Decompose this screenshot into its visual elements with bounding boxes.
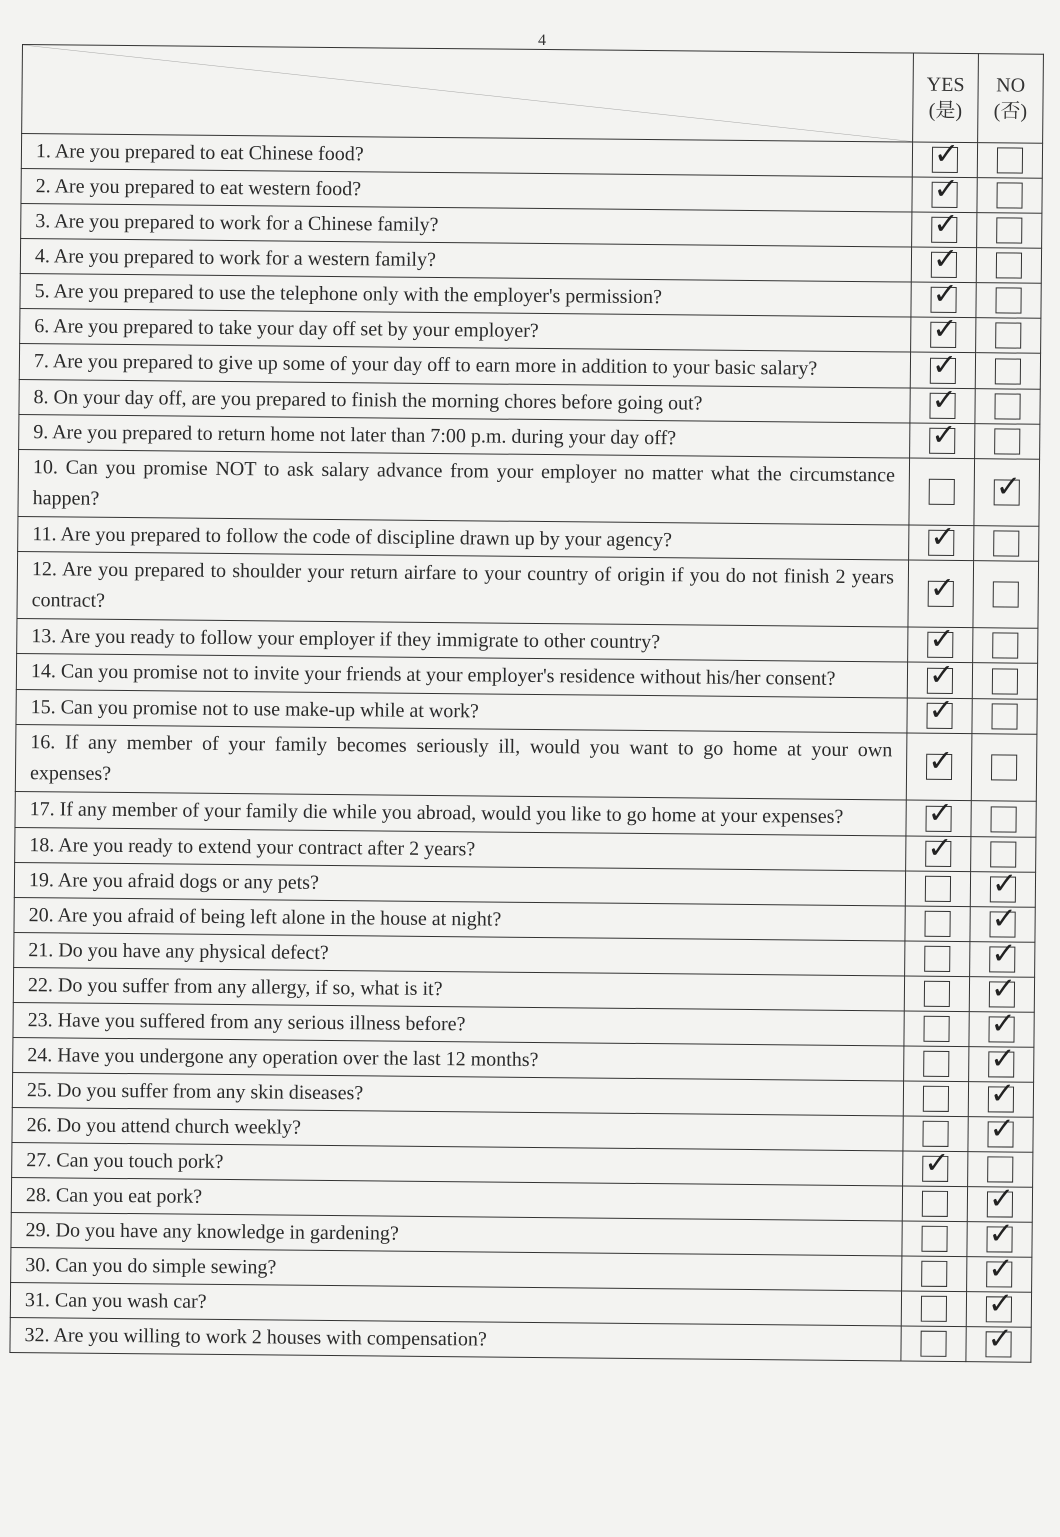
- no-checkbox[interactable]: [987, 1121, 1013, 1147]
- yes-checkbox[interactable]: [929, 479, 955, 505]
- yes-checkbox[interactable]: [924, 981, 950, 1007]
- no-checkbox[interactable]: [987, 1191, 1013, 1217]
- question-text: 14. Can you promise not to invite your friends at your employer's residence without his/her consent?: [16, 653, 907, 698]
- yes-answer-cell: [908, 560, 974, 628]
- question-text: 10. Can you promise NOT to ask salary advance from your employer no matter what the circumstance happen?: [18, 449, 910, 525]
- no-checkbox[interactable]: [990, 806, 1016, 832]
- question-text: 23. Have you suffered from any serious illness before?: [13, 1002, 904, 1046]
- no-answer-cell: [977, 213, 1042, 249]
- question-text: 3. Are you prepared to work for a Chinese family?: [21, 203, 912, 247]
- no-checkbox[interactable]: [994, 428, 1020, 454]
- no-checkbox[interactable]: [996, 217, 1022, 243]
- yes-checkbox[interactable]: [929, 393, 955, 419]
- no-answer-cell: [973, 628, 1038, 664]
- yes-answer-cell: [904, 1011, 969, 1047]
- yes-checkbox[interactable]: [931, 182, 957, 208]
- no-checkbox[interactable]: [995, 322, 1021, 348]
- question-text: 31. Can you wash car?: [10, 1282, 901, 1326]
- yes-checkbox[interactable]: [923, 1016, 949, 1042]
- no-answer-cell: [975, 424, 1040, 460]
- no-checkbox[interactable]: [997, 147, 1023, 173]
- question-text: 21. Do you have any physical defect?: [14, 932, 905, 976]
- no-answer-cell: [973, 561, 1039, 629]
- header-row: [22, 45, 1044, 144]
- question-text: 16. If any member of your family becomes seriously ill, would you want to go home at your own expenses?: [15, 724, 907, 800]
- no-checkbox[interactable]: [989, 911, 1015, 937]
- no-checkbox[interactable]: [993, 530, 1019, 556]
- yes-checkbox[interactable]: [931, 217, 957, 243]
- yes-answer-cell: [904, 976, 969, 1012]
- question-text: 6. Are you prepared to take your day off set by your employer?: [20, 308, 911, 352]
- question-text: 13. Are you ready to follow your employer if they immigrate to other country?: [17, 618, 908, 662]
- yes-checkbox[interactable]: [932, 147, 958, 173]
- question-text: 28. Can you eat pork?: [11, 1177, 902, 1221]
- question-text: 20. Are you afraid of being left alone in the house at night?: [14, 897, 905, 941]
- question-text: 5. Are you prepared to use the telephone only with the employer's permission?: [20, 273, 911, 317]
- yes-checkbox[interactable]: [923, 1051, 949, 1077]
- question-text: 30. Can you do simple sewing?: [11, 1247, 902, 1291]
- no-checkbox[interactable]: [987, 1156, 1013, 1182]
- question-text: 8. On your day off, are you prepared to finish the morning chores before going out?: [19, 379, 910, 423]
- yes-header-label: YES: [926, 73, 965, 97]
- yes-answer-cell: [903, 1081, 968, 1117]
- yes-checkbox[interactable]: [929, 428, 955, 454]
- question-rows: [10, 134, 1043, 1363]
- no-answer-cell: [974, 459, 1040, 527]
- no-answer-cell: [972, 663, 1037, 700]
- no-checkbox[interactable]: [991, 754, 1017, 780]
- yes-checkbox[interactable]: [926, 754, 952, 780]
- no-checkbox[interactable]: [986, 1261, 1012, 1287]
- question-text: 2. Are you prepared to eat western food?: [21, 168, 912, 212]
- yes-checkbox[interactable]: [922, 1121, 948, 1147]
- no-checkbox[interactable]: [990, 876, 1016, 902]
- yes-checkbox[interactable]: [925, 876, 951, 902]
- yes-header-chinese: (是): [928, 99, 963, 123]
- question-text: 4. Are you prepared to work for a western family?: [20, 238, 911, 282]
- no-answer-cell: [976, 248, 1041, 284]
- yes-checkbox[interactable]: [928, 530, 954, 556]
- no-checkbox[interactable]: [992, 632, 1018, 658]
- question-text: 12. Are you prepared to shoulder your return airfare to your country of origin if you do not finish 2 years contract?: [17, 551, 909, 627]
- yes-answer-cell: [906, 836, 971, 872]
- no-checkbox[interactable]: [995, 358, 1021, 384]
- no-answer-cell: [976, 283, 1041, 319]
- question-text: 25. Do you suffer from any skin diseases?: [12, 1072, 903, 1116]
- no-checkbox[interactable]: [988, 1016, 1014, 1042]
- yes-answer-cell: [901, 1291, 966, 1327]
- question-text: 32. Are you willing to work 2 houses with compensation?: [10, 1317, 901, 1361]
- question-text: 17. If any member of your family die while you abroad, would you like to go home at your expenses?: [15, 791, 906, 836]
- no-answer-cell: [966, 1327, 1031, 1363]
- yes-checkbox[interactable]: [927, 667, 953, 693]
- no-header-chinese: (否): [993, 100, 1028, 123]
- yes-checkbox[interactable]: [924, 911, 950, 937]
- yes-answer-cell: [902, 1221, 967, 1257]
- yes-answer-cell: [905, 941, 970, 977]
- question-text: 24. Have you undergone any operation over the last 12 months?: [13, 1037, 904, 1081]
- yes-checkbox[interactable]: [930, 322, 956, 348]
- yes-answer-cell: [902, 1186, 967, 1222]
- no-answer-cell: [977, 178, 1042, 214]
- no-checkbox[interactable]: [994, 393, 1020, 419]
- no-answer-cell: [976, 318, 1041, 354]
- no-checkbox[interactable]: [986, 1296, 1012, 1322]
- no-checkbox[interactable]: [994, 479, 1020, 505]
- no-checkbox[interactable]: [990, 841, 1016, 867]
- no-answer-cell: [975, 353, 1040, 390]
- question-text: 29. Do you have any knowledge in gardening?: [11, 1212, 902, 1256]
- no-answer-cell: [974, 526, 1039, 562]
- question-text: 9. Are you prepared to return home not later than 7:00 p.m. during your day off?: [19, 414, 910, 458]
- yes-checkbox[interactable]: [925, 841, 951, 867]
- yes-answer-cell: [907, 698, 972, 734]
- yes-answer-cell: [909, 525, 974, 561]
- yes-checkbox[interactable]: [924, 946, 950, 972]
- yes-checkbox[interactable]: [922, 1156, 948, 1182]
- no-checkbox[interactable]: [993, 581, 1019, 607]
- no-checkbox[interactable]: [991, 703, 1017, 729]
- no-checkbox[interactable]: [996, 182, 1022, 208]
- no-checkbox[interactable]: [988, 1051, 1014, 1077]
- yes-checkbox[interactable]: [920, 1331, 946, 1357]
- yes-checkbox[interactable]: [921, 1296, 947, 1322]
- diagonal-header-cell: [22, 45, 914, 143]
- yes-checkbox[interactable]: [927, 632, 953, 658]
- yes-answer-cell: [910, 423, 975, 459]
- question-text: 26. Do you attend church weekly?: [12, 1107, 903, 1151]
- no-checkbox[interactable]: [995, 287, 1021, 313]
- yes-checkbox[interactable]: [931, 252, 957, 278]
- yes-answer-cell: [901, 1326, 966, 1362]
- question-text: 7. Are you prepared to give up some of your day off to earn more in addition to your basic salary?: [19, 343, 910, 388]
- no-answer-cell: [971, 801, 1036, 838]
- yes-column-header: [913, 53, 979, 143]
- question-text: 15. Can you promise not to use make-up while at work?: [16, 689, 907, 733]
- no-checkbox[interactable]: [992, 668, 1018, 694]
- yes-checkbox[interactable]: [923, 1086, 949, 1112]
- yes-checkbox[interactable]: [925, 805, 951, 831]
- question-text: 19. Are you afraid dogs or any pets?: [14, 862, 905, 906]
- no-checkbox[interactable]: [986, 1226, 1012, 1252]
- question-text: 11. Are you prepared to follow the code of discipline drawn up by your agency?: [18, 516, 909, 560]
- question-row: [15, 724, 1037, 801]
- yes-answer-cell: [905, 906, 970, 942]
- yes-checkbox[interactable]: [926, 703, 952, 729]
- no-checkbox[interactable]: [989, 981, 1015, 1007]
- no-answer-cell: [972, 699, 1037, 735]
- yes-answer-cell: [905, 871, 970, 907]
- yes-checkbox[interactable]: [928, 581, 954, 607]
- no-column-header: [978, 54, 1044, 144]
- no-answer-cell: [975, 389, 1040, 425]
- no-checkbox[interactable]: [989, 946, 1015, 972]
- no-answer-cell: [971, 734, 1037, 802]
- yes-answer-cell: [909, 458, 975, 526]
- no-checkbox[interactable]: [985, 1331, 1011, 1357]
- question-row: [17, 551, 1039, 628]
- question-text: 22. Do you suffer from any allergy, if so, what is it?: [13, 967, 904, 1011]
- question-text: 1. Are you prepared to eat Chinese food?: [21, 134, 912, 178]
- no-header-label: NO: [996, 74, 1026, 97]
- yes-answer-cell: [904, 1046, 969, 1082]
- question-text: 27. Can you touch pork?: [12, 1142, 903, 1186]
- yes-checkbox[interactable]: [930, 357, 956, 383]
- diagonal-line: [22, 45, 913, 142]
- page-number: 4: [538, 32, 546, 49]
- question-row: [18, 449, 1040, 526]
- yes-answer-cell: [903, 1151, 968, 1187]
- no-checkbox[interactable]: [988, 1086, 1014, 1112]
- no-answer-cell: [968, 1117, 1033, 1153]
- yes-checkbox[interactable]: [921, 1226, 947, 1252]
- yes-checkbox[interactable]: [930, 287, 956, 313]
- yes-answer-cell: [906, 733, 972, 801]
- yes-checkbox[interactable]: [922, 1191, 948, 1217]
- no-checkbox[interactable]: [996, 252, 1022, 278]
- yes-answer-cell: [902, 1256, 967, 1292]
- yes-checkbox[interactable]: [921, 1261, 947, 1287]
- no-answer-cell: [977, 143, 1042, 179]
- question-text: 18. Are you ready to extend your contract after 2 years?: [15, 827, 906, 871]
- questionnaire-table: [9, 44, 1044, 1363]
